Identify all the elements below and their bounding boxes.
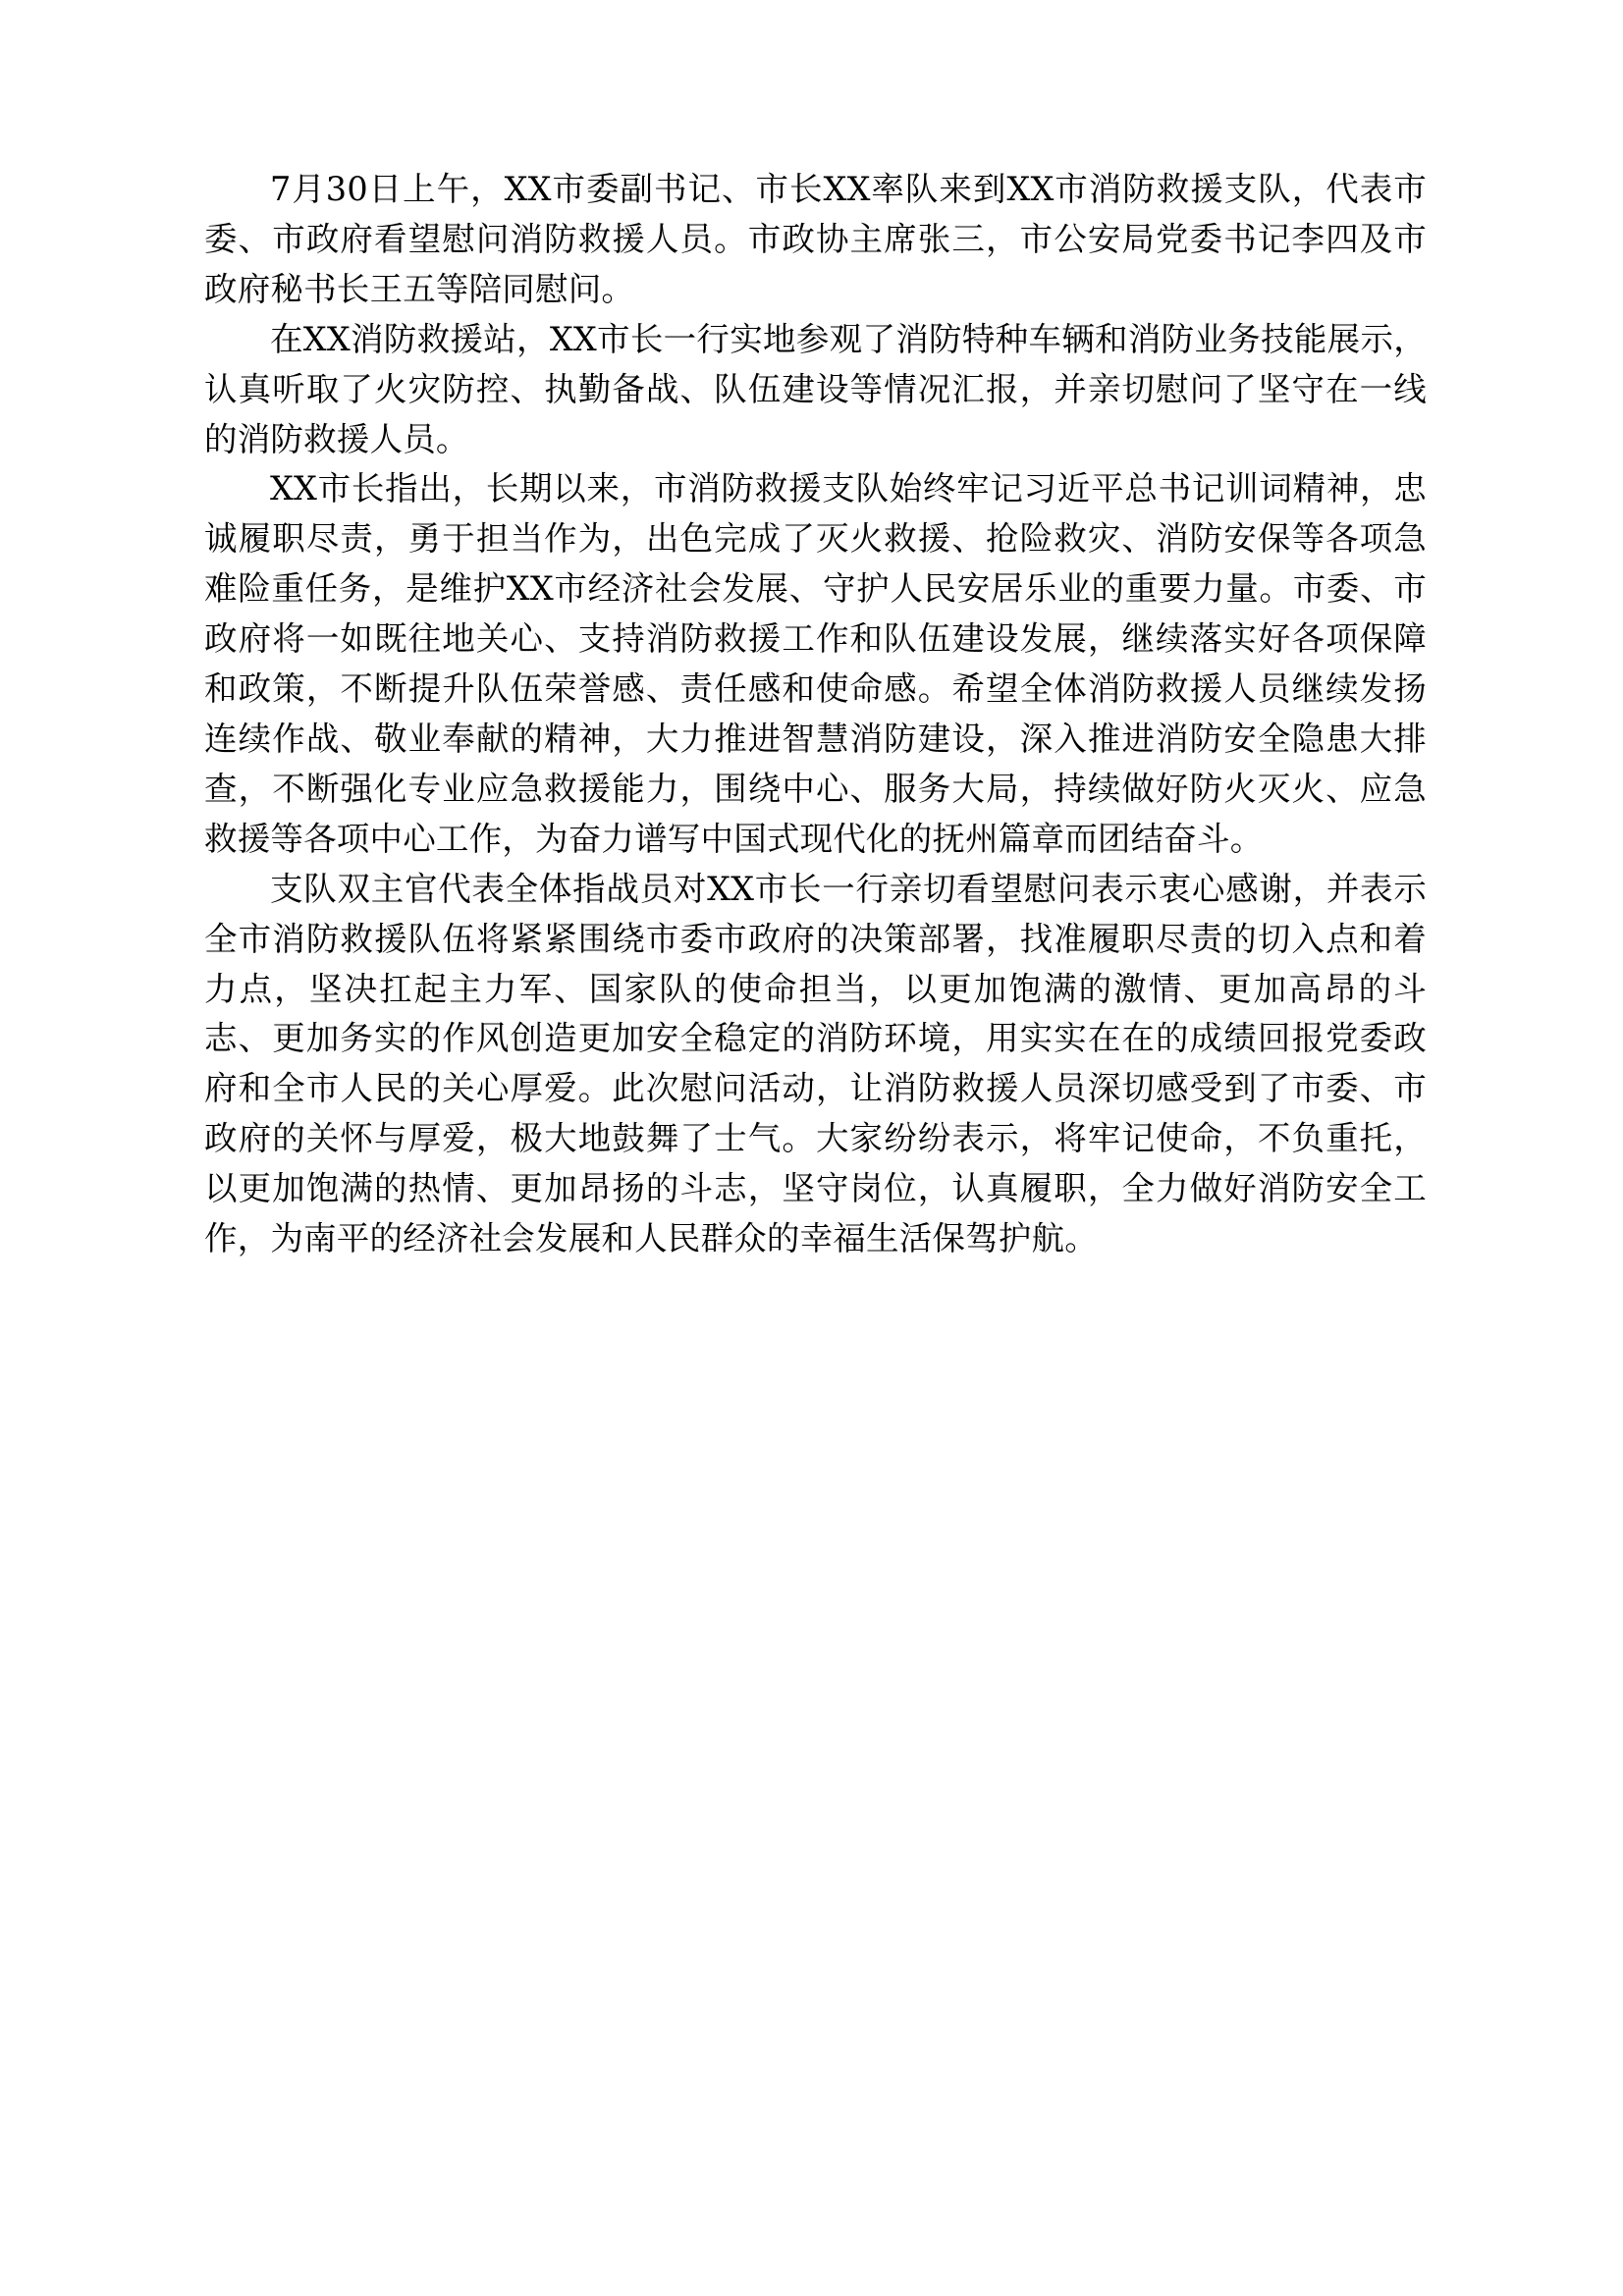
paragraph-3: XX市长指出，长期以来，市消防救援支队始终牢记习近平总书记训词精神，忠诚履职尽责，勇于担当作为，出色完成了灭火救援、抢险救灾、消防安保等各项急难险重任务，是维护XX市经济社会发展、守护人民安居乐业的重要力量。市委、市政府将一如既往地关心、支持消防救援工作和队伍建设发展，继续落实好各项保障和政策，不断提升队伍荣誉感、责任感和使命感。希望全体消防救援人员继续发扬连续作战、敬业奉献的精神，大力推进智慧消防建设，深入推进消防安全隐患大排查，不断强化专业应急救援能力，围绕中心、服务大局，持续做好防火灭火、应急救援等各项中心工作，为奋力谱写中国式现代化的抚州篇章而团结奋斗。 xyxy=(204,469,1427,858)
paragraph-4: 支队双主官代表全体指战员对XX市长一行亲切看望慰问表示衷心感谢，并表示全市消防救援队伍将紧紧围绕市委市政府的决策部署，找准履职尽责的切入点和着力点，坚决扛起主力军、国家队的使命担当，以更加饱满的激情、更加高昂的斗志、更加务实的作风创造更加安全稳定的消防环境，用实实在在的成绩回报党委政府和全市人民的关心厚爱。此次慰问活动，让消防救援人员深切感受到了市委、市政府的关怀与厚爱，极大地鼓舞了士气。大家纷纷表示，将牢记使命，不负重托，以更加饱满的热情、更加昂扬的斗志，坚守岗位，认真履职，全力做好消防安全工作，为南平的经济社会发展和人民群众的幸福生活保驾护航。 xyxy=(204,869,1427,1258)
document-body xyxy=(204,165,1427,1264)
paragraph-2: 在XX消防救援站，XX市长一行实地参观了消防特种车辆和消防业务技能展示，认真听取了火灾防控、执勤备战、队伍建设等情况汇报，并亲切慰问了坚守在一线的消防救援人员。 xyxy=(204,319,1427,458)
paragraph-1: 7月30日上午，XX市委副书记、市长XX率队来到XX市消防救援支队，代表市委、市政府看望慰问消防救援人员。市政协主席张三，市公安局党委书记李四及市政府秘书长王五等陪同慰问。 xyxy=(204,170,1427,308)
